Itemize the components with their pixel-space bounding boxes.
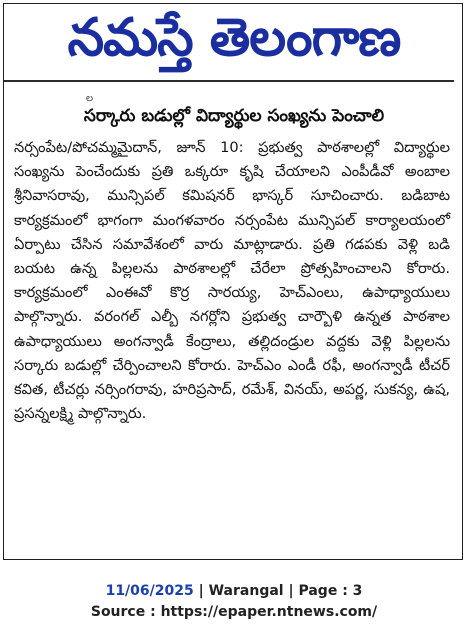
footer-page: Page : 3 bbox=[298, 583, 363, 599]
masthead-divider bbox=[4, 80, 454, 82]
footer-source[interactable]: Source : https://epaper.ntnews.com/ bbox=[90, 604, 378, 620]
article-body: నర్సంపేట/పోచమ్మమైదాన్, జూన్ 10: ప్రభుత్వ పాఠశాలల్లో విద్యార్థుల సంఖ్యను పెంచేందుకు ప్రతి ఒక్కరూ కృషి చేయాలని ఎంపీడీవో అంబాల శ్రీనివాసరావు, మున్సిపల్ కమిషనర్ భాస్కర్ సూచించారు. బడిబాట కార్యక్రమంలో భాగంగా మంగళవారం నర్సంపేట మున్సిపల్ కార్యాలయంలో ఏర్పాటు చేసిన సమావేశంలో వారు మాట్లాడారు. ప్రతి గడపకు వెళ్లి బడి బయట ఉన్న పిల్లలను పాఠశాలల్లో చేరేలా ప్రోత్సహించాలని కోరారు. కార్యక్రమంలో ఎంఈవో కొర్ర సారయ్య, హెచ్ఎంలు, ఉపాధ్యాయులు పాల్గొన్నారు. వరంగల్ ఎల్బీ నగర్లోని ప్రభుత్వ చార్బౌళి ఉన్నత పాఠశాల ఉపాధ్యాయులు అంగన్వాడీ కేంద్రాలు, తల్లిదండ్రుల వద్దకు వెళ్లి పిల్లలను సర్కారు బడుల్లో చేర్పించాలని కోరారు. హెచ్ఎం ఎండీ రఫీ, అంగన్వాడీ టీచర్ కవిత, టీచర్లు నర్సింగరావు, హరిప్రసాద్, రమేశ్, వినయ్, అపర్ణ, సుకన్య, ఉష, ప్రసన్నలక్ష్మి పాల్గొన్నారు. bbox=[14, 139, 450, 423]
footer-date: 11/06/2025 bbox=[105, 583, 194, 599]
footer-separator: | bbox=[193, 583, 209, 599]
footer-separator: | bbox=[283, 583, 299, 599]
footer-edition: Warangal bbox=[208, 583, 284, 599]
newspaper-masthead: నమస్తే తెలంగాణ bbox=[67, 8, 401, 68]
article-headline: సర్కారు బడుల్లో విద్యార్థుల సంఖ్యను పెంచాలి bbox=[83, 106, 385, 126]
footer-meta bbox=[0, 583, 468, 599]
clipping-mark: ల bbox=[86, 93, 94, 104]
